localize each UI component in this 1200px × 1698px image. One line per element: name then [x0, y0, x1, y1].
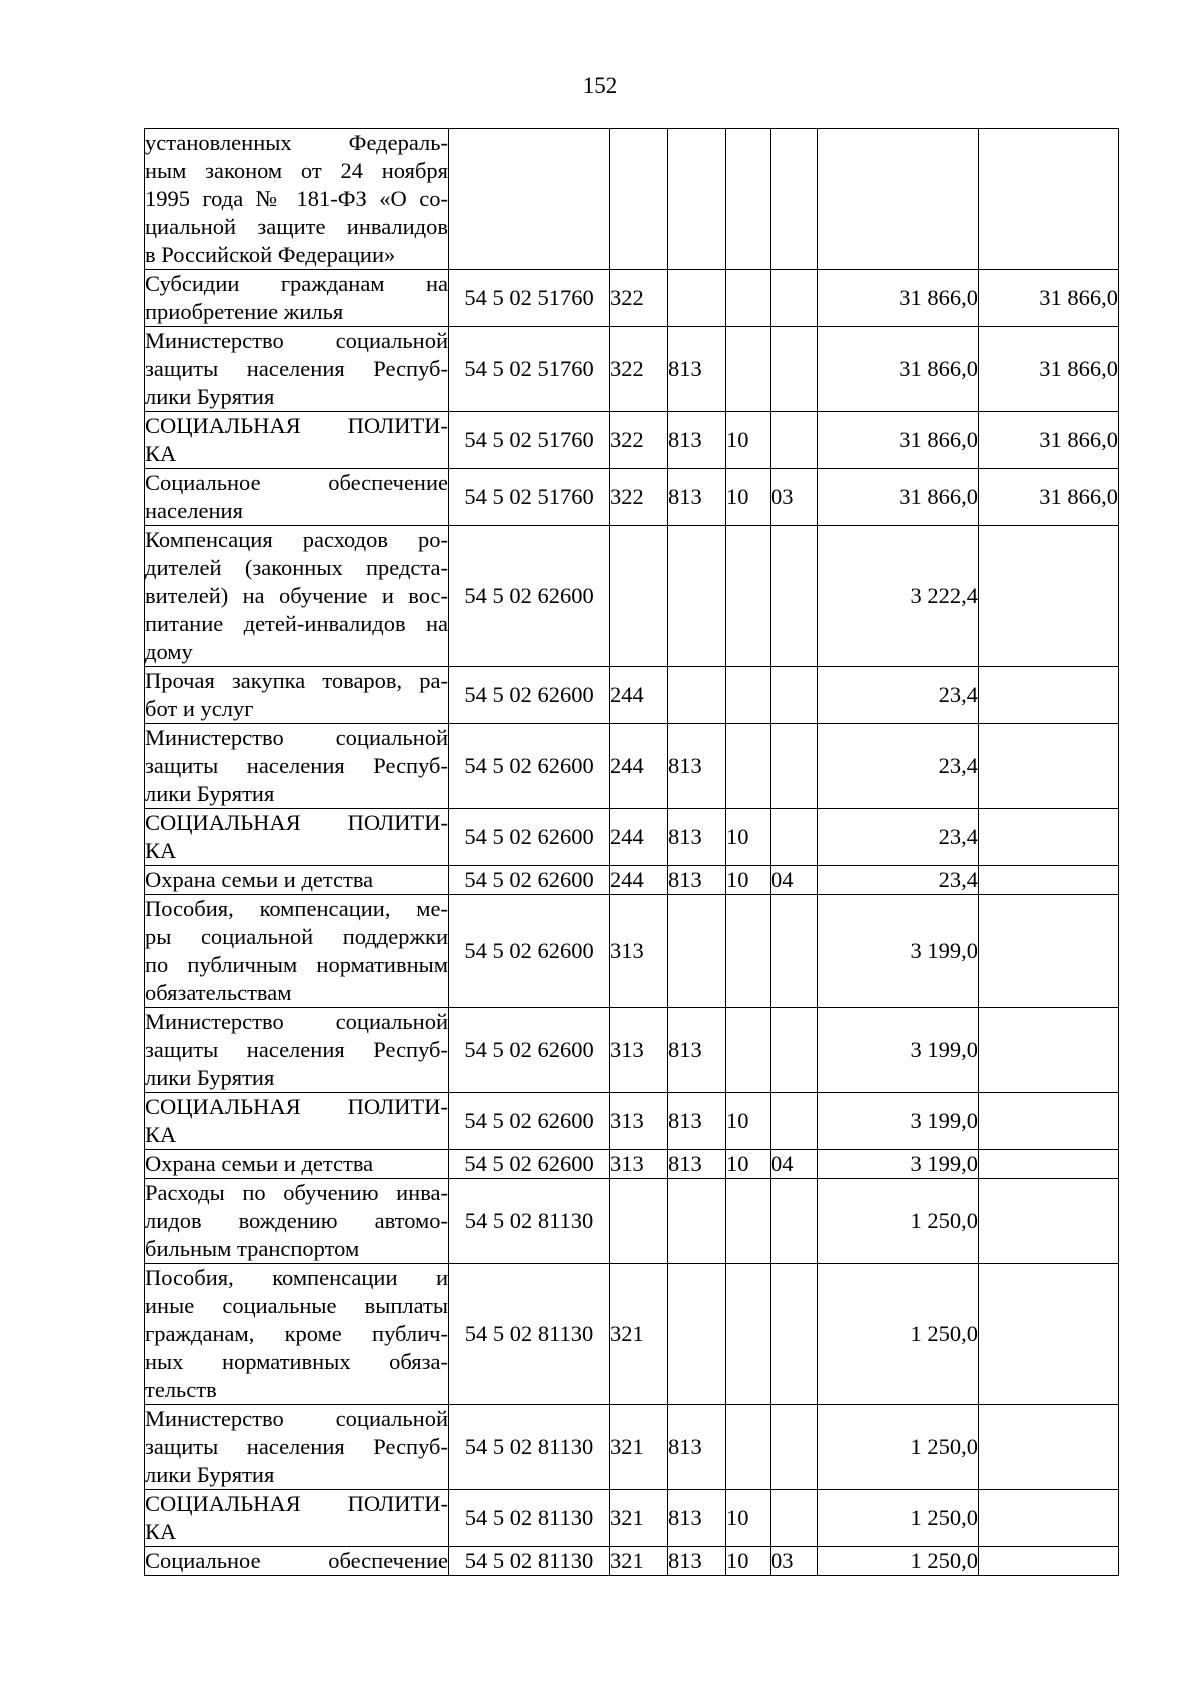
amount-cell: 23,4 — [818, 866, 979, 895]
table-row — [145, 724, 1119, 809]
program-code-cell: 54 5 02 62600 — [449, 895, 610, 1008]
federal-amount-cell — [979, 1547, 1119, 1576]
item-name-line: Министерство социальной — [145, 1406, 448, 1431]
item-name-line: КА — [145, 1122, 177, 1147]
item-name-line: в Российской Федерации» — [145, 242, 396, 267]
item-name-line: СОЦИАЛЬНАЯ ПОЛИТИ- — [145, 413, 448, 438]
subsection-cell — [771, 129, 818, 270]
amount-cell: 31 866,0 — [818, 412, 979, 469]
program-code-cell — [449, 129, 610, 270]
item-name-cell — [145, 1490, 449, 1547]
table-row — [145, 866, 1119, 895]
item-name-line: населения — [145, 498, 243, 523]
federal-amount-cell: 31 866,0 — [979, 327, 1119, 412]
item-name-line: дому — [145, 639, 193, 664]
ministry-code-cell: 813 — [668, 1093, 726, 1150]
program-code-cell: 54 5 02 51760 — [449, 270, 610, 327]
page-number: 152 — [582, 73, 618, 98]
subsection-cell — [771, 1405, 818, 1490]
item-name-line: лики Бурятия — [145, 1462, 275, 1487]
program-code-cell: 54 5 02 62600 — [449, 1150, 610, 1179]
ministry-code-cell: 813 — [668, 1490, 726, 1547]
item-name-cell — [145, 1008, 449, 1093]
federal-amount-cell: 31 866,0 — [979, 270, 1119, 327]
table-row — [145, 129, 1119, 270]
amount-cell: 31 866,0 — [818, 270, 979, 327]
expense-type-cell: 321 — [610, 1405, 668, 1490]
section-cell — [726, 1008, 771, 1093]
item-name-line: КА — [145, 838, 177, 863]
expense-type-cell: 244 — [610, 866, 668, 895]
item-name-cell — [145, 1264, 449, 1405]
subsection-cell: 03 — [771, 1547, 818, 1576]
expense-type-cell: 322 — [610, 270, 668, 327]
federal-amount-cell — [979, 1179, 1119, 1264]
ministry-code-cell — [668, 1179, 726, 1264]
amount-cell: 1 250,0 — [818, 1490, 979, 1547]
program-code-cell: 54 5 02 62600 — [449, 1008, 610, 1093]
item-name-cell — [145, 526, 449, 667]
amount-cell: 3 199,0 — [818, 1008, 979, 1093]
ministry-code-cell: 813 — [668, 412, 726, 469]
program-code-cell: 54 5 02 62600 — [449, 526, 610, 667]
subsection-cell — [771, 895, 818, 1008]
section-cell — [726, 129, 771, 270]
section-cell — [726, 1179, 771, 1264]
ministry-code-cell: 813 — [668, 1150, 726, 1179]
ministry-code-cell — [668, 895, 726, 1008]
table-row — [145, 1490, 1119, 1547]
federal-amount-cell — [979, 1264, 1119, 1405]
table-row — [145, 1547, 1119, 1576]
item-name-line: ры социальной поддержки — [145, 924, 448, 949]
program-code-cell: 54 5 02 62600 — [449, 724, 610, 809]
table-row — [145, 1008, 1119, 1093]
program-code-cell: 54 5 02 62600 — [449, 866, 610, 895]
amount-cell: 23,4 — [818, 667, 979, 724]
program-code-cell: 54 5 02 62600 — [449, 667, 610, 724]
item-name-cell — [145, 412, 449, 469]
table-row — [145, 526, 1119, 667]
program-code-cell: 54 5 02 62600 — [449, 809, 610, 866]
expense-type-cell: 313 — [610, 1150, 668, 1179]
expense-type-cell: 313 — [610, 1093, 668, 1150]
section-cell: 10 — [726, 469, 771, 526]
table-row — [145, 1405, 1119, 1490]
expense-type-cell: 321 — [610, 1264, 668, 1405]
item-name-line: СОЦИАЛЬНАЯ ПОЛИТИ- — [145, 1491, 448, 1516]
subsection-cell — [771, 1093, 818, 1150]
item-name-cell — [145, 327, 449, 412]
item-name-cell — [145, 1179, 449, 1264]
ministry-code-cell: 813 — [668, 1405, 726, 1490]
section-cell — [726, 895, 771, 1008]
ministry-code-cell — [668, 129, 726, 270]
item-name-line: лики Бурятия — [145, 1065, 275, 1090]
item-name-cell — [145, 667, 449, 724]
section-cell: 10 — [726, 412, 771, 469]
program-code-cell: 54 5 02 51760 — [449, 327, 610, 412]
table-row — [145, 1150, 1119, 1179]
subsection-cell — [771, 1490, 818, 1547]
section-cell — [726, 1405, 771, 1490]
expense-type-cell — [610, 526, 668, 667]
table-row — [145, 412, 1119, 469]
item-name-line: Социальное обеспечение — [145, 1548, 448, 1573]
section-cell: 10 — [726, 1093, 771, 1150]
federal-amount-cell — [979, 895, 1119, 1008]
federal-amount-cell — [979, 1093, 1119, 1150]
item-name-cell — [145, 129, 449, 270]
subsection-cell — [771, 1264, 818, 1405]
item-name-line: иные социальные выплаты — [145, 1293, 448, 1318]
item-name-line: ным законом от 24 ноября — [145, 158, 448, 183]
ministry-code-cell: 813 — [668, 327, 726, 412]
item-name-line: Расходы по обучению инва- — [145, 1180, 448, 1205]
item-name-line: КА — [145, 441, 177, 466]
item-name-line: дителей (законных предста- — [145, 555, 448, 580]
program-code-cell: 54 5 02 81130 — [449, 1179, 610, 1264]
ministry-code-cell — [668, 667, 726, 724]
federal-amount-cell: 31 866,0 — [979, 469, 1119, 526]
amount-cell: 31 866,0 — [818, 327, 979, 412]
item-name-line: бильным транспортом — [145, 1236, 360, 1261]
item-name-line: защиты населения Респуб- — [145, 1434, 448, 1459]
amount-cell: 1 250,0 — [818, 1179, 979, 1264]
item-name-line: Охрана семьи и детства — [145, 867, 374, 892]
section-cell: 10 — [726, 1150, 771, 1179]
ministry-code-cell — [668, 526, 726, 667]
amount-cell: 23,4 — [818, 724, 979, 809]
amount-cell: 3 222,4 — [818, 526, 979, 667]
item-name-line: вителей) на обучение и вос- — [145, 583, 448, 608]
program-code-cell: 54 5 02 81130 — [449, 1490, 610, 1547]
item-name-line: Компенсация расходов ро- — [145, 527, 448, 552]
ministry-code-cell — [668, 270, 726, 327]
subsection-cell: 04 — [771, 866, 818, 895]
expense-type-cell — [610, 129, 668, 270]
item-name-line: Пособия, компенсации, ме- — [145, 896, 448, 921]
table-row — [145, 809, 1119, 866]
program-code-cell: 54 5 02 51760 — [449, 412, 610, 469]
amount-cell — [818, 129, 979, 270]
federal-amount-cell — [979, 667, 1119, 724]
subsection-cell — [771, 412, 818, 469]
expense-type-cell: 322 — [610, 469, 668, 526]
ministry-code-cell: 813 — [668, 1547, 726, 1576]
section-cell: 10 — [726, 809, 771, 866]
program-code-cell: 54 5 02 51760 — [449, 469, 610, 526]
item-name-line: Пособия, компенсации и — [145, 1265, 448, 1290]
section-cell: 10 — [726, 866, 771, 895]
item-name-line: приобретение жилья — [145, 299, 344, 324]
item-name-cell — [145, 1150, 449, 1179]
amount-cell: 31 866,0 — [818, 469, 979, 526]
subsection-cell: 04 — [771, 1150, 818, 1179]
program-code-cell: 54 5 02 81130 — [449, 1405, 610, 1490]
table-row — [145, 895, 1119, 1008]
item-name-line: по публичным нормативным — [145, 952, 448, 977]
item-name-line: Прочая закупка товаров, ра- — [145, 668, 448, 693]
expense-type-cell: 321 — [610, 1547, 668, 1576]
item-name-line: СОЦИАЛЬНАЯ ПОЛИТИ- — [145, 810, 448, 835]
federal-amount-cell — [979, 809, 1119, 866]
subsection-cell — [771, 327, 818, 412]
item-name-line: лики Бурятия — [145, 384, 275, 409]
item-name-line: Министерство социальной — [145, 328, 448, 353]
ministry-code-cell: 813 — [668, 809, 726, 866]
section-cell: 10 — [726, 1547, 771, 1576]
table-row — [145, 1264, 1119, 1405]
section-cell — [726, 724, 771, 809]
expense-type-cell: 322 — [610, 327, 668, 412]
ministry-code-cell: 813 — [668, 469, 726, 526]
subsection-cell — [771, 1008, 818, 1093]
expense-type-cell: 313 — [610, 895, 668, 1008]
expense-type-cell: 322 — [610, 412, 668, 469]
subsection-cell — [771, 270, 818, 327]
subsection-cell — [771, 724, 818, 809]
expense-type-cell: 244 — [610, 724, 668, 809]
expense-type-cell: 244 — [610, 667, 668, 724]
subsection-cell — [771, 1179, 818, 1264]
item-name-line: защиты населения Респуб- — [145, 753, 448, 778]
table-row — [145, 1093, 1119, 1150]
table-row — [145, 667, 1119, 724]
budget-table — [144, 128, 1119, 1576]
federal-amount-cell — [979, 1490, 1119, 1547]
federal-amount-cell — [979, 724, 1119, 809]
item-name-line: бот и услуг — [145, 696, 254, 721]
federal-amount-cell — [979, 866, 1119, 895]
ministry-code-cell: 813 — [668, 866, 726, 895]
federal-amount-cell — [979, 1008, 1119, 1093]
item-name-line: 1995 года № 181-ФЗ «О со- — [145, 186, 448, 211]
item-name-line: защиты населения Респуб- — [145, 356, 448, 381]
amount-cell: 23,4 — [818, 809, 979, 866]
item-name-line: обязательствам — [145, 980, 292, 1005]
item-name-cell — [145, 809, 449, 866]
item-name-line: КА — [145, 1519, 177, 1544]
ministry-code-cell: 813 — [668, 1008, 726, 1093]
federal-amount-cell — [979, 1150, 1119, 1179]
ministry-code-cell: 813 — [668, 724, 726, 809]
federal-amount-cell — [979, 526, 1119, 667]
section-cell — [726, 327, 771, 412]
item-name-line: защиты населения Респуб- — [145, 1037, 448, 1062]
item-name-line: лики Бурятия — [145, 781, 275, 806]
subsection-cell — [771, 667, 818, 724]
ministry-code-cell — [668, 1264, 726, 1405]
item-name-cell — [145, 866, 449, 895]
program-code-cell: 54 5 02 62600 — [449, 1093, 610, 1150]
expense-type-cell: 244 — [610, 809, 668, 866]
item-name-cell — [145, 895, 449, 1008]
expense-type-cell: 321 — [610, 1490, 668, 1547]
federal-amount-cell: 31 866,0 — [979, 412, 1119, 469]
federal-amount-cell — [979, 1405, 1119, 1490]
section-cell: 10 — [726, 1490, 771, 1547]
subsection-cell: 03 — [771, 469, 818, 526]
item-name-line: ных нормативных обяза- — [145, 1349, 448, 1374]
section-cell — [726, 667, 771, 724]
section-cell — [726, 526, 771, 667]
item-name-line: установленных Федераль- — [145, 130, 448, 155]
section-cell — [726, 1264, 771, 1405]
item-name-cell — [145, 1093, 449, 1150]
item-name-cell — [145, 1547, 449, 1576]
federal-amount-cell — [979, 129, 1119, 270]
item-name-line: Охрана семьи и детства — [145, 1151, 374, 1176]
amount-cell: 3 199,0 — [818, 895, 979, 1008]
amount-cell: 3 199,0 — [818, 1150, 979, 1179]
item-name-line: СОЦИАЛЬНАЯ ПОЛИТИ- — [145, 1094, 448, 1119]
amount-cell: 1 250,0 — [818, 1405, 979, 1490]
item-name-cell — [145, 1405, 449, 1490]
item-name-line: Социальное обеспечение — [145, 470, 448, 495]
expense-type-cell — [610, 1179, 668, 1264]
table-row — [145, 469, 1119, 526]
budget-table-body — [145, 129, 1119, 1576]
item-name-line: Министерство социальной — [145, 1009, 448, 1034]
item-name-cell — [145, 724, 449, 809]
item-name-line: тельств — [145, 1377, 217, 1402]
table-row — [145, 270, 1119, 327]
program-code-cell: 54 5 02 81130 — [449, 1547, 610, 1576]
amount-cell: 1 250,0 — [818, 1264, 979, 1405]
item-name-line: питание детей-инвалидов на — [145, 611, 448, 636]
item-name-cell — [145, 469, 449, 526]
item-name-cell — [145, 270, 449, 327]
program-code-cell: 54 5 02 81130 — [449, 1264, 610, 1405]
table-row — [145, 327, 1119, 412]
item-name-line: Министерство социальной — [145, 725, 448, 750]
amount-cell: 1 250,0 — [818, 1547, 979, 1576]
subsection-cell — [771, 526, 818, 667]
section-cell — [726, 270, 771, 327]
item-name-line: циальной защите инвалидов — [145, 214, 448, 239]
item-name-line: Субсидии гражданам на — [145, 271, 448, 296]
expense-type-cell: 313 — [610, 1008, 668, 1093]
table-row — [145, 1179, 1119, 1264]
item-name-line: лидов вождению автомо- — [145, 1208, 448, 1233]
subsection-cell — [771, 809, 818, 866]
item-name-line: гражданам, кроме публич- — [145, 1321, 448, 1346]
amount-cell: 3 199,0 — [818, 1093, 979, 1150]
